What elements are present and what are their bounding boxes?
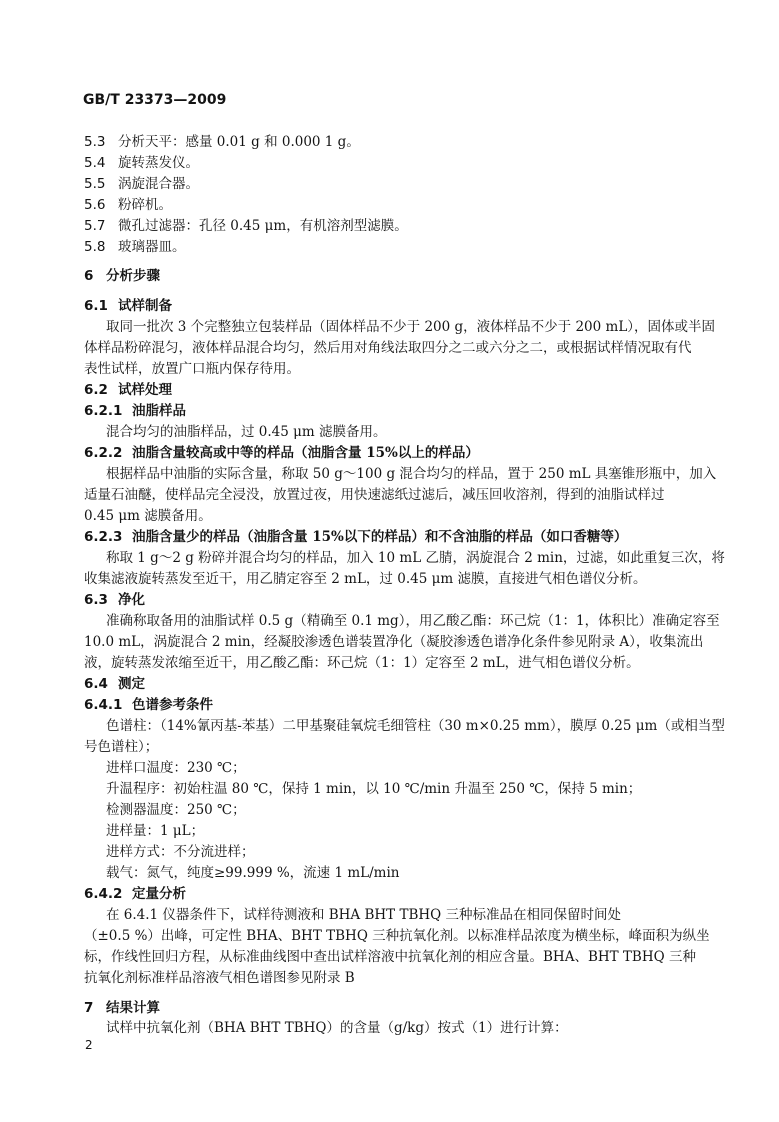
paragraph-line: 液，旋转蒸发浓缩至近干，用乙酸乙酯：环己烷（1：1）定容至 2 mL，进气相色谱仪分析。 xyxy=(84,655,640,671)
paragraph-line: 试样中抗氧化剂（BHA BHT TBHQ）的含量（g/kg）按式（1）进行计算： xyxy=(106,1020,568,1036)
paragraph-line: 取同一批次 3 个完整独立包装样品（固体样品不少于 200 g，液体样品不少于 200 mL），固体或半固 xyxy=(106,319,716,335)
paragraph-line: 色谱柱：（14%氰丙基-苯基）二甲基聚硅氧烷毛细管柱（30 m×0.25 mm），膜厚 0.25 μm（或相当型 xyxy=(106,718,725,734)
paragraph-line: 根据样品中油脂的实际含量，称取 50 g～100 g 混合均匀的样品，置于 250 mL 具塞锥形瓶中，加入 xyxy=(106,466,717,482)
section-title: 分析步骤 xyxy=(106,268,160,284)
paragraph-line: 0.45 μm 滤膜备用。 xyxy=(84,508,212,524)
paragraph-line: 体样品粉碎混匀，液体样品混合均匀，然后用对角线法取四分之二或六分之二，或根据试样情况取有代 xyxy=(84,340,692,356)
section-title: 结果计算 xyxy=(106,1000,160,1016)
paragraph-line: 升温程序：初始柱温 80 ℃，保持 1 min，以 10 ℃/min 升温至 250 ℃，保持 5 min； xyxy=(106,781,642,797)
item-number: 5.5 xyxy=(84,176,106,192)
paragraph-line: 收集滤液旋转蒸发至近干，用乙腈定容至 2 mL，过 0.45 μm 滤膜，直接进气相色谱仪分析。 xyxy=(84,571,647,587)
item-text: 粉碎机。 xyxy=(118,197,172,213)
item-number: 5.8 xyxy=(84,239,106,255)
section-number: 7 xyxy=(84,1000,94,1016)
section-number: 6.2.2 xyxy=(84,445,123,461)
item-text: 涡旋混合器。 xyxy=(118,176,199,192)
section-number: 6.2.1 xyxy=(84,403,123,419)
paragraph-line: 抗氧化剂标准样品溶液气相色谱图参见附录 B xyxy=(84,970,355,986)
section-title: 定量分析 xyxy=(132,886,186,902)
section-title: 试样制备 xyxy=(118,298,172,314)
item-number: 5.4 xyxy=(84,155,106,171)
paragraph-line: 进样量：1 μL； xyxy=(106,823,205,839)
section-number: 6.2 xyxy=(84,382,108,398)
paragraph-line: 检测器温度：250 ℃； xyxy=(106,802,246,818)
paragraph-line: 进样方式：不分流进样； xyxy=(106,844,255,860)
section-title: 试样处理 xyxy=(118,382,172,398)
standard-number: GB/T 23373—2009 xyxy=(83,92,227,108)
section-title: 净化 xyxy=(118,592,145,608)
paragraph-line: 混合均匀的油脂样品，过 0.45 μm 滤膜备用。 xyxy=(106,424,387,440)
section-title: 色谱参考条件 xyxy=(132,697,213,713)
paragraph-line: 称取 1 g～2 g 粉碎并混合均匀的样品，加入 10 mL 乙腈，涡旋混合 2 min，过滤，如此重复三次，将 xyxy=(106,550,725,566)
item-number: 5.7 xyxy=(84,218,106,234)
section-number: 6.3 xyxy=(84,592,108,608)
section-title: 测定 xyxy=(118,676,145,692)
item-number: 5.3 xyxy=(84,134,106,150)
section-number: 6.4.2 xyxy=(84,886,123,902)
section-title: 油脂含量较高或中等的样品（油脂含量 15%以上的样品） xyxy=(132,445,479,461)
section-number: 6.4.1 xyxy=(84,697,123,713)
paragraph-line: 表性试样，放置广口瓶内保存待用。 xyxy=(84,361,300,377)
section-title: 油脂含量少的样品（油脂含量 15%以下的样品）和不含油脂的样品（如口香糖等） xyxy=(132,529,628,545)
item-text: 微孔过滤器：孔径 0.45 μm，有机溶剂型滤膜。 xyxy=(118,218,408,234)
item-text: 分析天平：感量 0.01 g 和 0.000 1 g。 xyxy=(118,134,360,150)
section-number: 6.4 xyxy=(84,676,108,692)
page-number: 2 xyxy=(85,1038,93,1052)
paragraph-line: 准确称取备用的油脂试样 0.5 g（精确至 0.1 mg），用乙酸乙酯：环己烷（1：1，体积比）准确定容至 xyxy=(106,613,720,629)
item-number: 5.6 xyxy=(84,197,106,213)
paragraph-line: 10.0 mL，涡旋混合 2 min，经凝胶渗透色谱装置净化（凝胶渗透色谱净化条件参见附录 A），收集流出 xyxy=(84,634,704,650)
paragraph-line: 号色谱柱）； xyxy=(84,739,159,755)
item-text: 旋转蒸发仪。 xyxy=(118,155,199,171)
paragraph-line: 在 6.4.1 仪器条件下，试样待测液和 BHA BHT TBHQ 三种标准品在相同保留时间处 xyxy=(106,907,622,923)
paragraph-line: 载气：氮气，纯度≥99.999 %，流速 1 mL/min xyxy=(106,865,400,881)
item-text: 玻璃器皿。 xyxy=(118,239,186,255)
paragraph-line: （±0.5 %）出峰，可定性 BHA、BHT TBHQ 三种抗氧化剂。以标准样品浓度为横坐标，峰面积为纵坐 xyxy=(84,928,710,944)
paragraph-line: 标，作线性回归方程，从标准曲线图中查出试样溶液中抗氧化剂的相应含量。BHA、BHT TBHQ 三种 xyxy=(84,949,696,965)
paragraph-line: 进样口温度：230 ℃； xyxy=(106,760,246,776)
section-number: 6 xyxy=(84,268,94,284)
section-number: 6.1 xyxy=(84,298,108,314)
paragraph-line: 适量石油醚，使样品完全浸没，放置过夜，用快速滤纸过滤后，减压回收溶剂，得到的油脂试样过 xyxy=(84,487,665,503)
section-number: 6.2.3 xyxy=(84,529,123,545)
section-title: 油脂样品 xyxy=(132,403,186,419)
